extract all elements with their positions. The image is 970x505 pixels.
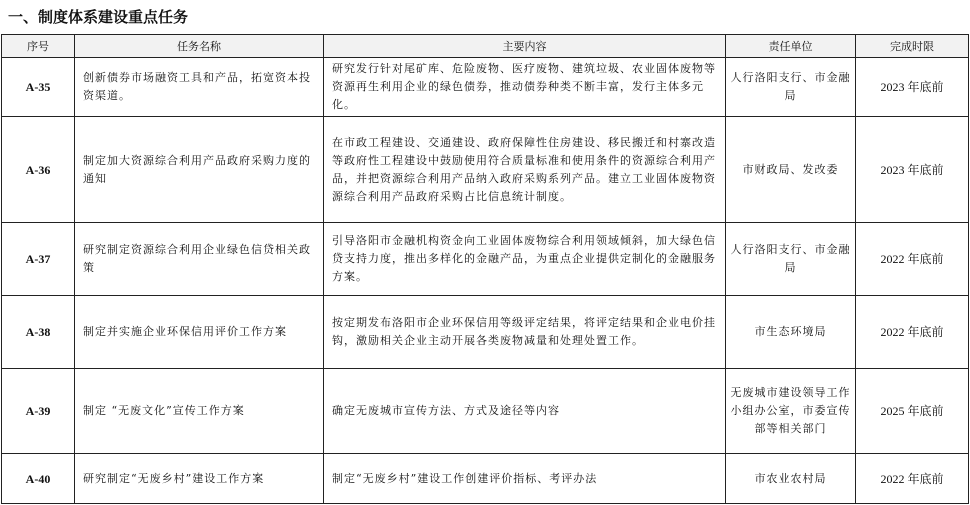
section-title: 一、制度体系建设重点任务: [8, 8, 189, 26]
deadline: 2022 年底前: [856, 296, 969, 369]
row-number: A-37: [2, 223, 75, 296]
task-content: 研究发行针对尾矿库、危险废物、医疗废物、建筑垃圾、农业固体废物等资源再生利用企业的绿色债券，推动债券种类不断丰富，发行主体多元化。: [324, 58, 726, 117]
row-number: A-40: [2, 454, 75, 504]
header-no: 序号: [2, 35, 75, 58]
task-content: 引导洛阳市金融机构资金向工业固体废物综合利用领域倾斜，加大绿色信贷支持力度，推出多样化的金融产品，为重点企业提供定制化的金融服务方案。: [324, 223, 726, 296]
task-name: 研究制定资源综合利用企业绿色信贷相关政策: [75, 223, 324, 296]
task-content: 确定无废城市宣传方法、方式及途径等内容: [324, 369, 726, 454]
table-row: [2, 117, 969, 223]
deadline: 2025 年底前: [856, 369, 969, 454]
row-number: A-38: [2, 296, 75, 369]
header-task-name: 任务名称: [75, 35, 324, 58]
table-header-row: [2, 35, 969, 58]
row-number: A-36: [2, 117, 75, 223]
task-name: 制定加大资源综合利用产品政府采购力度的通知: [75, 117, 324, 223]
table-row: [2, 58, 969, 117]
responsible-unit: 人行洛阳支行、市金融局: [726, 223, 856, 296]
task-content: 制定“无废乡村”建设工作创建评价指标、考评办法: [324, 454, 726, 504]
header-main-content: 主要内容: [324, 35, 726, 58]
table-row: [2, 223, 969, 296]
table-row: [2, 296, 969, 369]
responsible-unit: 市生态环境局: [726, 296, 856, 369]
responsible-unit: 人行洛阳支行、市金融局: [726, 58, 856, 117]
task-content: 按定期发布洛阳市企业环保信用等级评定结果，将评定结果和企业电价挂钩，激励相关企业主动开展各类废物减量和处理处置工作。: [324, 296, 726, 369]
deadline: 2022 年底前: [856, 454, 969, 504]
header-deadline: 完成时限: [856, 35, 969, 58]
task-content: 在市政工程建设、交通建设、政府保障性住房建设、移民搬迁和村寨改造等政府性工程建设中鼓励使用符合质量标准和使用条件的资源综合利用产品，并把资源综合利用产品纳入政府采购系列产品。建立工业固体废物资源综合利用产品政府采购占比信息统计制度。: [324, 117, 726, 223]
task-table: [1, 34, 969, 504]
task-name: 创新债券市场融资工具和产品，拓宽资本投资渠道。: [75, 58, 324, 117]
responsible-unit: 无废城市建设领导工作小组办公室，市委宣传部等相关部门: [726, 369, 856, 454]
task-name: 制定 “无废文化”宣传工作方案: [75, 369, 324, 454]
deadline: 2023 年底前: [856, 117, 969, 223]
deadline: 2022 年底前: [856, 223, 969, 296]
responsible-unit: 市财政局、发改委: [726, 117, 856, 223]
deadline: 2023 年底前: [856, 58, 969, 117]
header-responsible-unit: 责任单位: [726, 35, 856, 58]
responsible-unit: 市农业农村局: [726, 454, 856, 504]
table-row: [2, 369, 969, 454]
row-number: A-35: [2, 58, 75, 117]
task-name: 研究制定“无废乡村”建设工作方案: [75, 454, 324, 504]
table-row: [2, 454, 969, 504]
task-name: 制定并实施企业环保信用评价工作方案: [75, 296, 324, 369]
row-number: A-39: [2, 369, 75, 454]
